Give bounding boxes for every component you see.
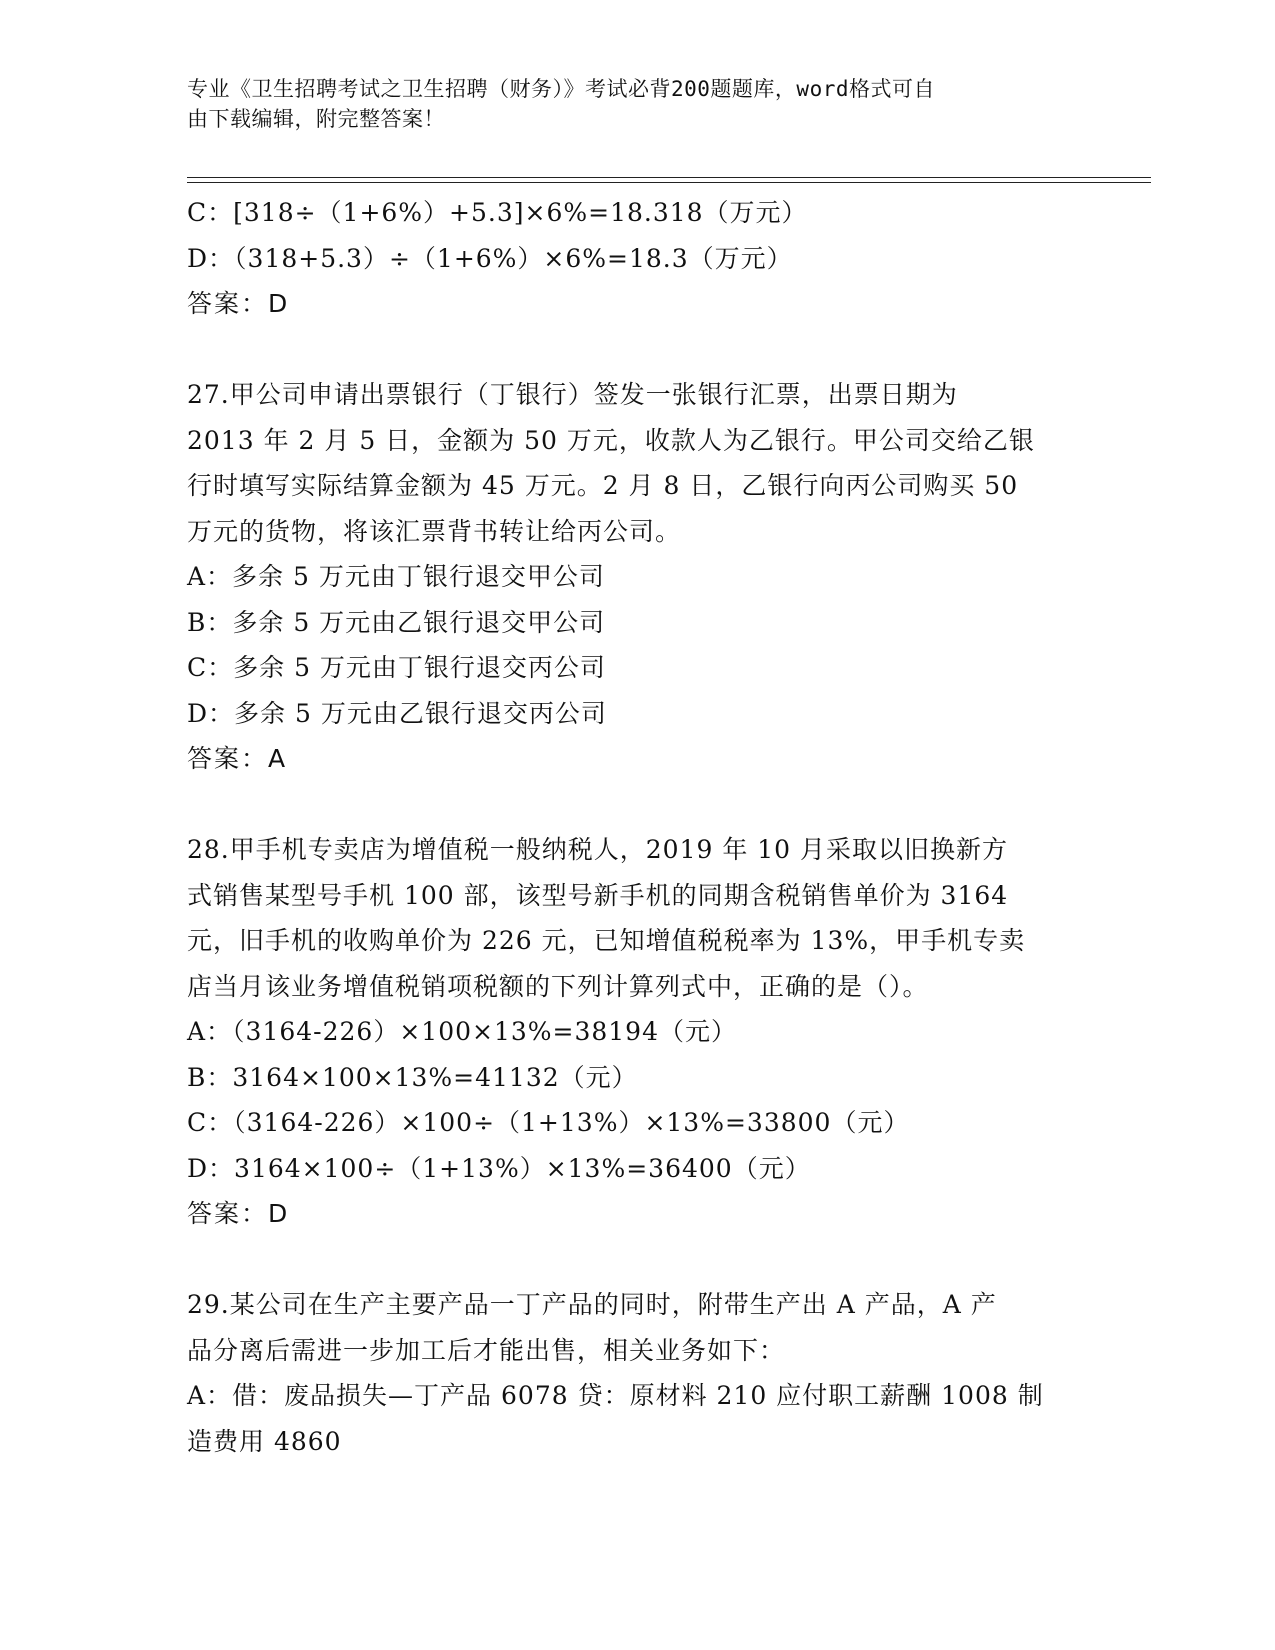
answer: 答案：D [187,289,290,318]
header-divider-bottom [187,182,1151,183]
option-a: A：（3164-226）×100×13%=38194（元） [187,1017,737,1046]
spacer [187,1237,1087,1283]
option-b: B：多余 5 万元由乙银行退交甲公司 [187,607,606,637]
header-divider-top [187,177,1151,178]
question-29 [187,1282,1087,1464]
document-body [187,190,1087,1464]
header-line-2: 由下载编辑，附完整答案！ [187,107,445,131]
question-28 [187,827,1087,1237]
previous-question-tail [187,190,1087,327]
option-a: A：借：废品损失—丁产品 6078 贷：原材料 210 应付职工薪酬 1008 制 [187,1381,1044,1410]
question-stem-line: 式销售某型号手机 100 部，该型号新手机的同期含税销售单价为 3164 [187,880,1009,910]
question-stem-line: 29.某公司在生产主要产品一丁产品的同时，附带生产出 A 产品，A 产 [187,1290,997,1319]
spacer [187,782,1087,828]
question-stem-line: 元，旧手机的收购单价为 226 元，已知增值税税率为 13%，甲手机专卖 [187,926,1026,955]
document-header [187,74,1067,134]
option-a: A：多余 5 万元由丁银行退交甲公司 [187,562,605,591]
option-a-continued: 造费用 4860 [187,1426,342,1456]
question-stem-line: 27.甲公司申请出票银行（丁银行）签发一张银行汇票，出票日期为 [187,380,958,409]
answer: 答案：A [187,744,288,773]
option-d: D：（318+5.3）÷（1+6%）×6%=18.3（万元） [187,243,793,273]
question-stem-line: 行时填写实际结算金额为 45 万元。2 月 8 日，乙银行向丙公司购买 50 [187,471,1019,500]
question-stem-line: 万元的货物，将该汇票背书转让给丙公司。 [187,516,682,546]
option-d: D：多余 5 万元由乙银行退交丙公司 [187,698,607,728]
option-c: C：[318÷（1+6%）+5.3]×6%=18.318（万元） [187,198,808,227]
spacer [187,327,1087,373]
question-27 [187,372,1087,782]
answer: 答案：D [187,1199,290,1228]
question-stem-line: 店当月该业务增值税销项税额的下列计算列式中，正确的是（）。 [187,971,929,1001]
question-stem-line: 品分离后需进一步加工后才能出售，相关业务如下： [187,1335,786,1365]
option-c: C：（3164-226）×100÷（1+13%）×13%=33800（元） [187,1108,910,1137]
question-stem-line: 28.甲手机专卖店为增值税一般纳税人，2019 年 10 月采取以旧换新方 [187,835,1009,864]
option-c: C：多余 5 万元由丁银行退交丙公司 [187,653,606,682]
question-stem-line: 2013 年 2 月 5 日，金额为 50 万元，收款人为乙银行。甲公司交给乙银 [187,425,1035,455]
option-b: B：3164×100×13%=41132（元） [187,1062,638,1092]
header-line-1: 专业《卫生招聘考试之卫生招聘（财务）》考试必背200题题库，word格式可自 [187,77,935,101]
option-d: D：3164×100÷（1+13%）×13%=36400（元） [187,1153,811,1183]
